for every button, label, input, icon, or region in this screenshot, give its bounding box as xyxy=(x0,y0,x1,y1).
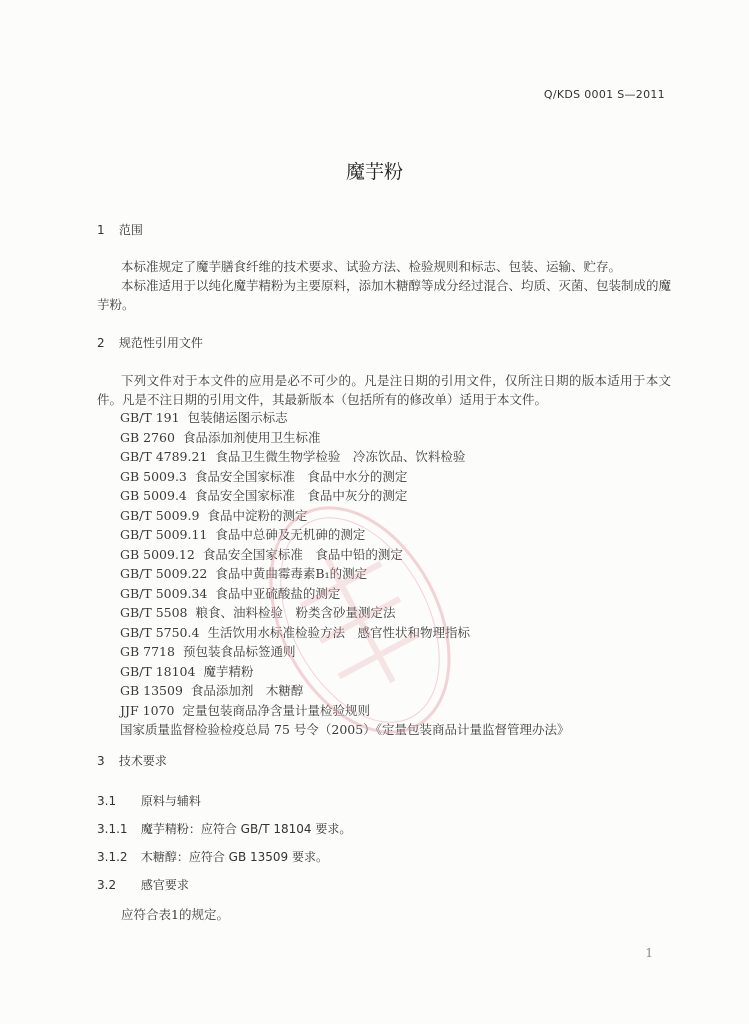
reference-title: 食品中亚硫酸盐的测定 xyxy=(215,585,341,601)
section-title: 魔芋精粉：应符合 GB/T 18104 要求。 xyxy=(140,822,352,836)
reference-title: 生活饮用水标准检验方法 感官性状和物理指标 xyxy=(207,624,470,640)
section-title: 感官要求 xyxy=(140,878,189,892)
reference-title: 包装储运图示标志 xyxy=(187,410,288,425)
document-title: 魔芋粉 xyxy=(345,161,403,183)
page-number: 1 xyxy=(645,946,653,960)
reference-code: GB/T 4789.21 xyxy=(120,449,208,464)
section-number: 1 xyxy=(97,223,105,237)
section-title: 木糖醇：应符合 GB 13509 要求。 xyxy=(140,850,328,864)
reference-title: 魔芋精粉 xyxy=(203,663,254,679)
section-2-heading xyxy=(97,334,203,351)
references-intro: 下列文件对于本文件的应用是必不可少的。凡是注日期的引用文件，仅所注日期的版本适用于本文件。凡是不注日期的引用文件，其最新版本（包括所有的修改单）适用于本文件。 xyxy=(97,373,671,407)
reference-title: 食品安全国家标准 食品中铅的测定 xyxy=(202,546,403,562)
reference-code: GB 7718 xyxy=(120,644,175,659)
reference-code: GB 5009.3 xyxy=(120,468,187,484)
scope-paragraph-2: 本标准适用于以纯化魔芋精粉为主要原料，添加木糖醇等成分经过混合、均质、灭菌、包装制成的魔芋粉。 xyxy=(97,278,672,312)
reference-title: 食品卫生微生物学检验 冷冻饮品、饮料检验 xyxy=(215,449,466,464)
section-title: 技术要求 xyxy=(118,754,167,768)
section-title: 原料与辅料 xyxy=(140,794,201,808)
reference-title: 食品中总砷及无机砷的测定 xyxy=(215,527,366,542)
section-number: 3.1 xyxy=(97,794,117,808)
reference-code: JJF 1070 xyxy=(120,702,175,718)
reference-code: GB/T 5009.34 xyxy=(120,585,208,601)
section-number: 3.2 xyxy=(97,878,117,892)
reference-title: 食品安全国家标准 食品中灰分的测定 xyxy=(194,488,408,503)
section-number: 2 xyxy=(97,336,105,350)
reference-code: GB/T 5508 xyxy=(120,605,188,620)
reference-title: 预包装食品标签通则 xyxy=(182,644,296,659)
reference-code: GB/T 5009.9 xyxy=(120,507,200,523)
reference-code: GB/T 191 xyxy=(120,410,180,425)
section-3-1-2-heading xyxy=(97,848,328,865)
reference-item xyxy=(120,428,569,448)
reference-item xyxy=(120,408,569,428)
section-number: 3.1.2 xyxy=(97,850,128,864)
section-title: 规范性引用文件 xyxy=(118,336,203,350)
reference-code: GB/T 5750.4 xyxy=(120,624,200,640)
reference-code: GB 2760 xyxy=(120,429,175,445)
reference-item xyxy=(120,447,569,467)
reference-code: GB/T 5009.11 xyxy=(120,527,208,542)
sensory-paragraph: 应符合表1的规定。 xyxy=(121,907,229,922)
section-number: 3 xyxy=(97,754,105,768)
section-1-heading xyxy=(97,221,143,238)
reference-code: 国家质量监督检验检疫总局 xyxy=(120,722,271,737)
reference-code: GB 13509 xyxy=(120,683,183,698)
reference-title: 食品添加剂使用卫生标准 xyxy=(182,429,321,445)
reference-code: GB/T 18104 xyxy=(120,663,196,679)
reference-title: 食品添加剂 木糖醇 xyxy=(190,683,304,698)
reference-code: GB 5009.12 xyxy=(120,546,195,562)
section-number: 3.1.1 xyxy=(97,822,128,836)
reference-title: 定量包装商品净含量计量检验规则 xyxy=(182,702,370,718)
section-title: 范围 xyxy=(118,223,143,237)
reference-code: GB/T 5009.22 xyxy=(120,566,208,581)
section-3-1-heading xyxy=(97,792,201,809)
reference-title: 75 号令（2005）《定量包装商品计量监督管理办法》 xyxy=(274,722,570,737)
section-3-2-heading xyxy=(97,876,189,893)
official-seal-stamp xyxy=(255,470,465,770)
reference-title: 食品安全国家标准 食品中水分的测定 xyxy=(194,468,408,484)
reference-title: 食品中黄曲霉毒素B₁的测定 xyxy=(215,566,368,581)
section-3-heading xyxy=(97,752,167,769)
section-3-1-1-heading xyxy=(97,820,351,837)
reference-code: GB 5009.4 xyxy=(120,488,187,503)
reference-title: 粮食、油料检验 粉类含砂量测定法 xyxy=(195,605,396,620)
reference-title: 食品中淀粉的测定 xyxy=(207,507,308,523)
scope-paragraph-1: 本标准规定了魔芋膳食纤维的技术要求、试验方法、检验规则和标志、包装、运输、贮存。 xyxy=(121,259,622,274)
standard-code: Q/KDS 0001 S—2011 xyxy=(543,88,665,101)
